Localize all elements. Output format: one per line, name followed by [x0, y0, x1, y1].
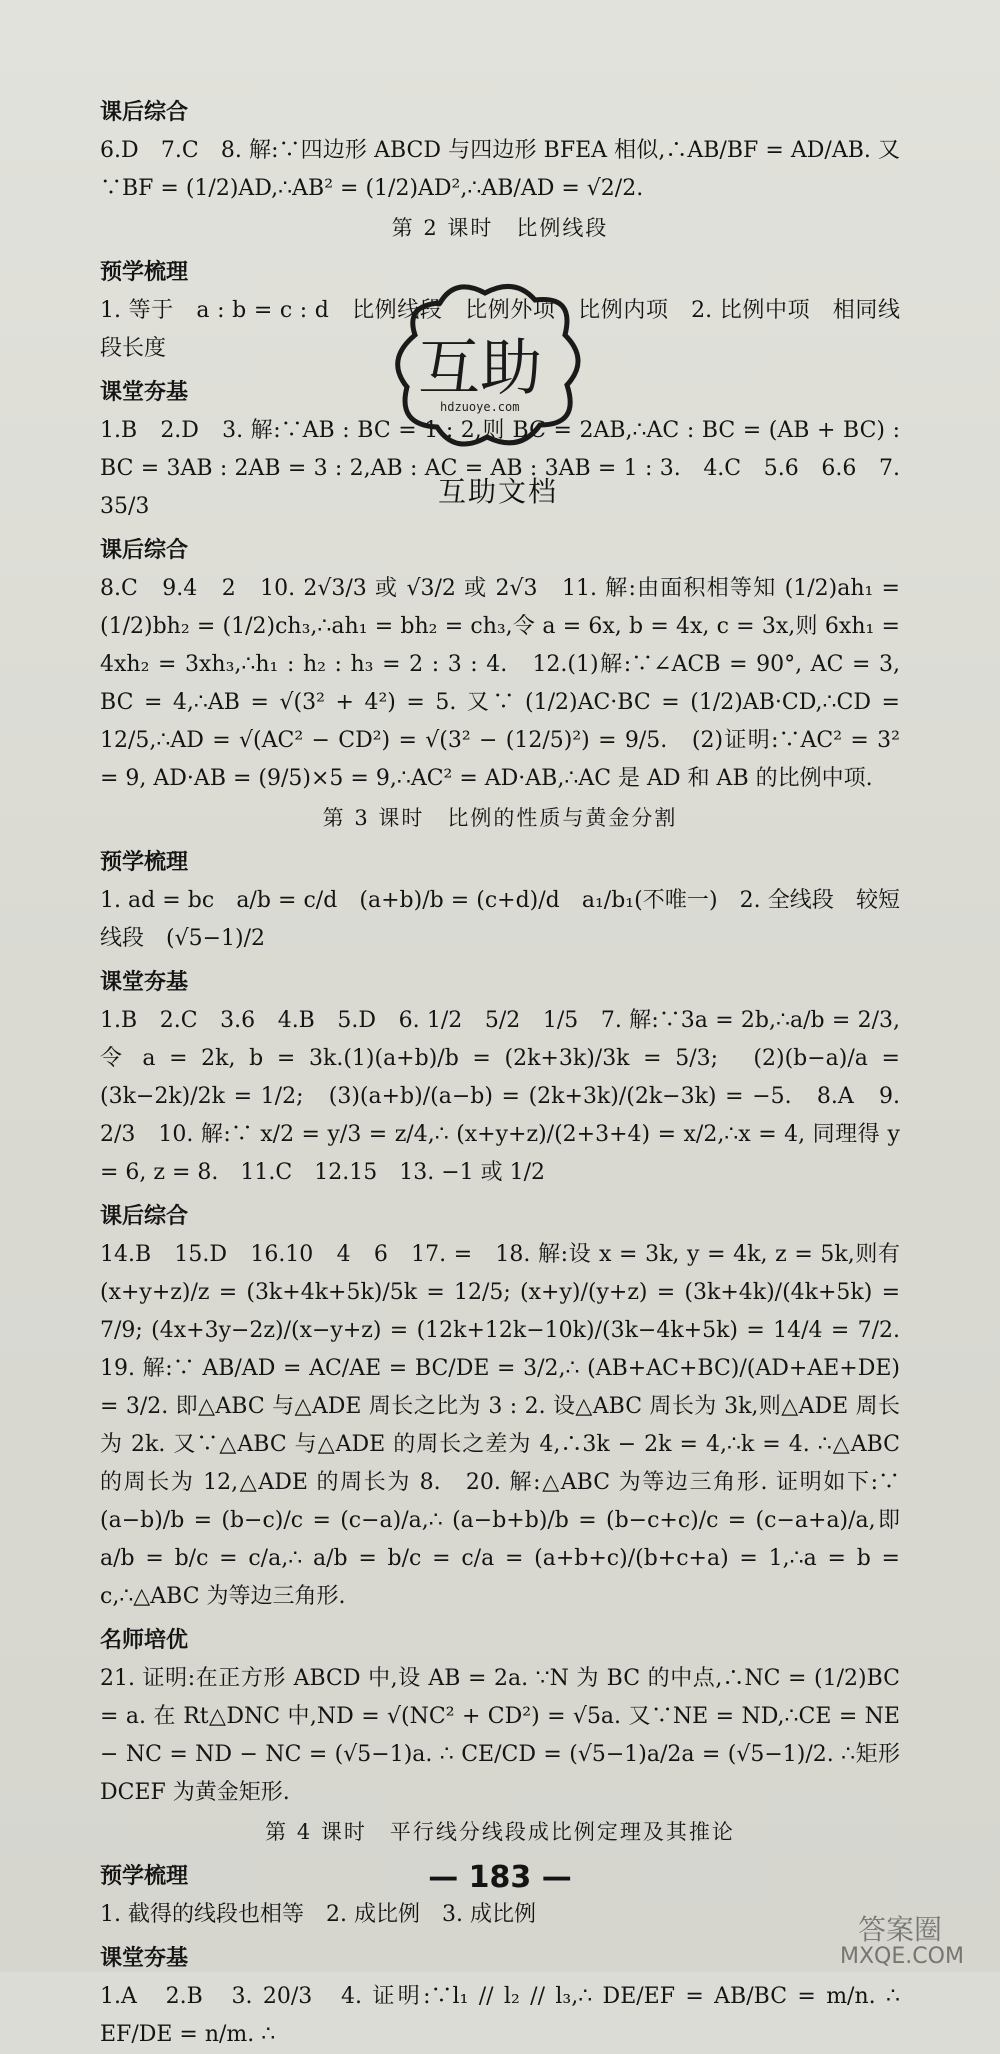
lesson-title: 第 2 课时 比例线段	[391, 216, 609, 240]
section-heading: 课后综合	[100, 100, 189, 125]
section-heading: 名师培优	[100, 1628, 189, 1653]
section-heading: 预学梳理	[100, 260, 189, 285]
answer-paragraph: 1.B 2.C 3.6 4.B 5.D 6. 1/2 5/2 1/5 7. 解:∵3a = 2b,∴a/b = 2/3,令 a = 2k, b = 3k.(1)(a+b)/b = (2k+3k)/3k = 5/3; (2)(b−a)/a = (3k−2k)/2k = 1/2; (3)(a+b)/(a−b) = (2k+3k)/(2k−3k) = −5. 8.A 9. 2/3 10. 解:∵ x/2 = y/3 = z/4,∴ (x+y+z)/(2+3+4) = x/2,∴x = 4, 同理得 y = 6, z = 8. 11.C 12.15 13. −1 或 1/2	[100, 1008, 900, 1185]
page-number: — 183 —	[428, 1860, 572, 1895]
watermark-doc-text: 互助文档	[438, 475, 559, 508]
answer-paragraph: 1. 截得的线段也相等 2. 成比例 3. 成比例	[100, 1902, 536, 1927]
section-heading: 课堂夯基	[100, 1946, 189, 1971]
corner-watermark-url: MXQE.COM	[840, 1944, 964, 1969]
watermark-stamp-text: 互助	[418, 331, 543, 404]
answer-paragraph: 1.B 2.D 3. 解:∵AB : BC = 1 : 2,则 BC = 2AB,∴AC : BC = (AB + BC) : BC = 3AB : 2AB = 3 : 2,AB : AC = AB : 3AB = 1 : 3. 4.C 5.6 6.6 7. 35/3	[100, 418, 900, 519]
answer-paragraph: 1.A 2.B 3. 20/3 4. 证明:∵l₁ // l₂ // l₃,∴ DE/EF = AB/BC = m/n. ∴ EF/DE = n/m. ∴	[100, 1984, 900, 2047]
watermark-stamp-url: hdzuoye.com	[440, 400, 520, 414]
section-heading: 课后综合	[100, 538, 189, 563]
answer-paragraph: 1. ad = bc a/b = c/d (a+b)/b = (c+d)/d a₁/b₁(不唯一) 2. 全线段 较短线段 (√5−1)/2	[100, 888, 900, 951]
answer-paragraph: 6.D 7.C 8. 解:∵四边形 ABCD 与四边形 BFEA 相似,∴AB/BF = AD/AB. 又∵BF = (1/2)AD,∴AB² = (1/2)AD²,∴AB/AD = √2/2.	[100, 138, 900, 201]
section-heading: 预学梳理	[100, 1864, 189, 1889]
section-heading: 课后综合	[100, 1204, 189, 1229]
corner-watermark: 答案圈	[858, 1913, 943, 1946]
answer-paragraph: 14.B 15.D 16.10 4 6 17. = 18. 解:设 x = 3k, y = 4k, z = 5k,则有 (x+y+z)/z = (3k+4k+5k)/5k = 12/5; (x+y)/(y+z) = (3k+4k)/(4k+5k) = 7/9; (4x+3y−2z)/(x−y+z) = (12k+12k−10k)/(3k−4k+5k) = 14/4 = 7/2. 19. 解:∵ AB/AD = AC/AE = BC/DE = 3/2,∴ (AB+AC+BC)/(AD+AE+DE) = 3/2. 即△ABC 与△ADE 周长之比为 3 : 2. 设△ABC 周长为 3k,则△ADE 周长为 2k. 又∵△ABC 与△ADE 的周长之差为 4,∴3k − 2k = 4,∴k = 4. ∴△ABC 的周长为 12,△ADE 的周长为 8. 20. 解:△ABC 为等边三角形. 证明如下:∵ (a−b)/b = (b−c)/c = (c−a)/a,∴ (a−b+b)/b = (b−c+c)/c = (c−a+a)/a,即 a/b = b/c = c/a,∴ a/b = b/c = c/a = (a+b+c)/(b+c+a) = 1,∴a = b = c,∴△ABC 为等边三角形.	[100, 1242, 923, 1609]
section-heading: 课堂夯基	[100, 970, 189, 995]
answer-paragraph: 8.C 9.4 2 10. 2√3/3 或 √3/2 或 2√3 11. 解:由面积相等知 (1/2)ah₁ = (1/2)bh₂ = (1/2)ch₃,∴ah₁ = bh₂ = ch₃,令 a = 6x, b = 4x, c = 3x,则 6xh₁ = 4xh₂ = 3xh₃,∴h₁ : h₂ : h₃ = 2 : 3 : 4. 12.(1)解:∵∠ACB = 90°, AC = 3, BC = 4,∴AB = √(3² + 4²) = 5. 又∵ (1/2)AC·BC = (1/2)AB·CD,∴CD = 12/5,∴AD = √(AC² − CD²) = √(3² − (12/5)²) = 9/5. (2)证明:∵AC² = 3² = 9, AD·AB = (9/5)×5 = 9,∴AC² = AD·AB,∴AC 是 AD 和 AB 的比例中项.	[100, 576, 900, 791]
answer-paragraph: 1. 等于 a : b = c : d 比例线段 比例外项 比例内项 2. 比例中项 相同线段长度	[100, 298, 900, 361]
section-heading: 课堂夯基	[100, 380, 189, 405]
lesson-title: 第 4 课时 平行线分线段成比例定理及其推论	[265, 1820, 735, 1844]
section-heading: 预学梳理	[100, 850, 189, 875]
lesson-title: 第 3 课时 比例的性质与黄金分割	[322, 806, 678, 830]
answer-paragraph: 21. 证明:在正方形 ABCD 中,设 AB = 2a. ∵N 为 BC 的中点,∴NC = (1/2)BC = a. 在 Rt△DNC 中,ND = √(NC² + CD²) = √5a. 又∵NE = ND,∴CE = NE − NC = ND − NC = (√5−1)a. ∴ CE/CD = (√5−1)a/2a = (√5−1)/2. ∴矩形 DCEF 为黄金矩形.	[100, 1666, 900, 1805]
